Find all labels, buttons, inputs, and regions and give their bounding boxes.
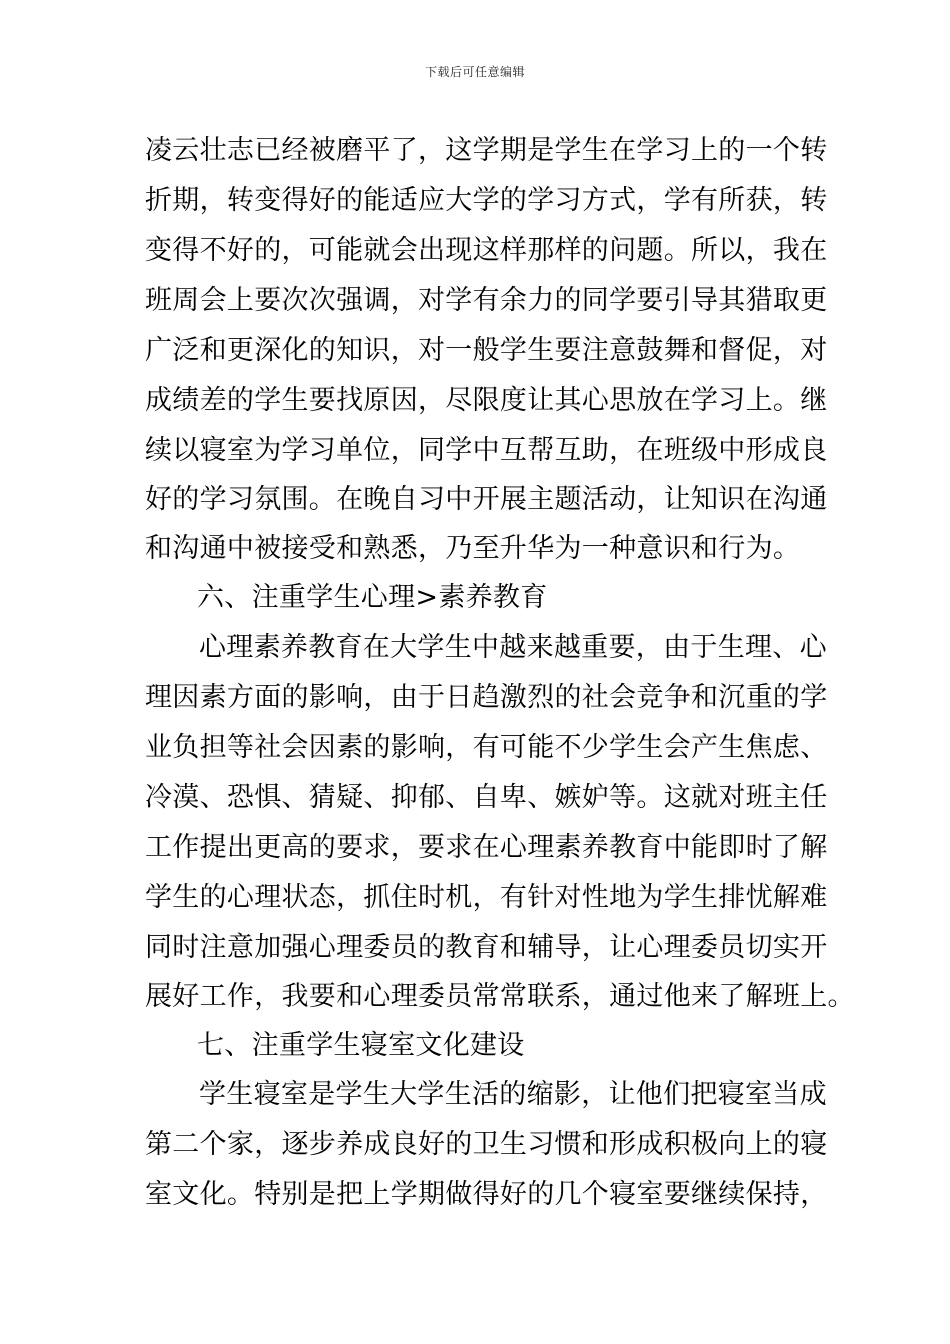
- body-text-line: 续以寝室为学习单位，同学中互帮互助，在班级中形成良: [145, 435, 828, 466]
- body-text-line: 工作提出更高的要求，要求在心理素养教育中能即时了解: [145, 832, 828, 863]
- body-text-line: 同时注意加强心理委员的教育和辅导，让心理委员切实开: [145, 932, 828, 963]
- body-text-line: 变得不好的，可能就会出现这样那样的问题。所以，我在: [145, 235, 828, 266]
- body-text-line: 展好工作，我要和心理委员常常联系，通过他来了解班上。: [145, 981, 855, 1012]
- body-text-line: 学生的心理状态，抓住时机，有针对性地为学生排忧解难: [145, 882, 828, 913]
- body-text-line: 学生寝室是学生大学生活的缩影，让他们把寝室当成: [199, 1079, 827, 1110]
- page-header: 下载后可任意编辑: [424, 65, 525, 79]
- body-text-line: 班周会上要次次强调，对学有余力的同学要引导其猎取更: [145, 285, 828, 316]
- section-heading: 七、注重学生寝室文化建设: [197, 1030, 525, 1061]
- body-text-line: 室文化。特别是把上学期做得好的几个寝室要继续保持，: [145, 1179, 828, 1210]
- body-text-line: 成绩差的学生要找原因，尽限度让其心思放在学习上。继: [145, 385, 828, 416]
- body-text-line: 心理素养教育在大学生中越来越重要，由于生理、心: [199, 632, 827, 663]
- body-text-line: 第二个家，逐步养成良好的卫生习惯和形成积极向上的寝: [145, 1129, 828, 1160]
- body-text-line: 好的学习氛围。在晚自习中开展主题活动，让知识在沟通: [145, 484, 828, 515]
- body-text-line: 冷漠、恐惧、猜疑、抑郁、自卑、嫉妒等。这就对班主任: [145, 782, 828, 813]
- body-text-line: 和沟通中被接受和熟悉，乃至升华为一种意识和行为。: [145, 533, 801, 564]
- section-heading: 六、注重学生心理>素养教育: [197, 582, 548, 613]
- body-text-line: 理因素方面的影响，由于日趋激烈的社会竞争和沉重的学: [145, 682, 828, 713]
- body-text-line: 广泛和更深化的知识，对一般学生要注意鼓舞和督促，对: [145, 335, 828, 366]
- body-text-line: 折期，转变得好的能适应大学的学习方式，学有所获，转: [145, 185, 828, 216]
- body-text-line: 凌云壮志已经被磨平了，这学期是学生在学习上的一个转: [145, 135, 828, 166]
- body-text-line: 业负担等社会因素的影响，有可能不少学生会产生焦虑、: [145, 732, 828, 763]
